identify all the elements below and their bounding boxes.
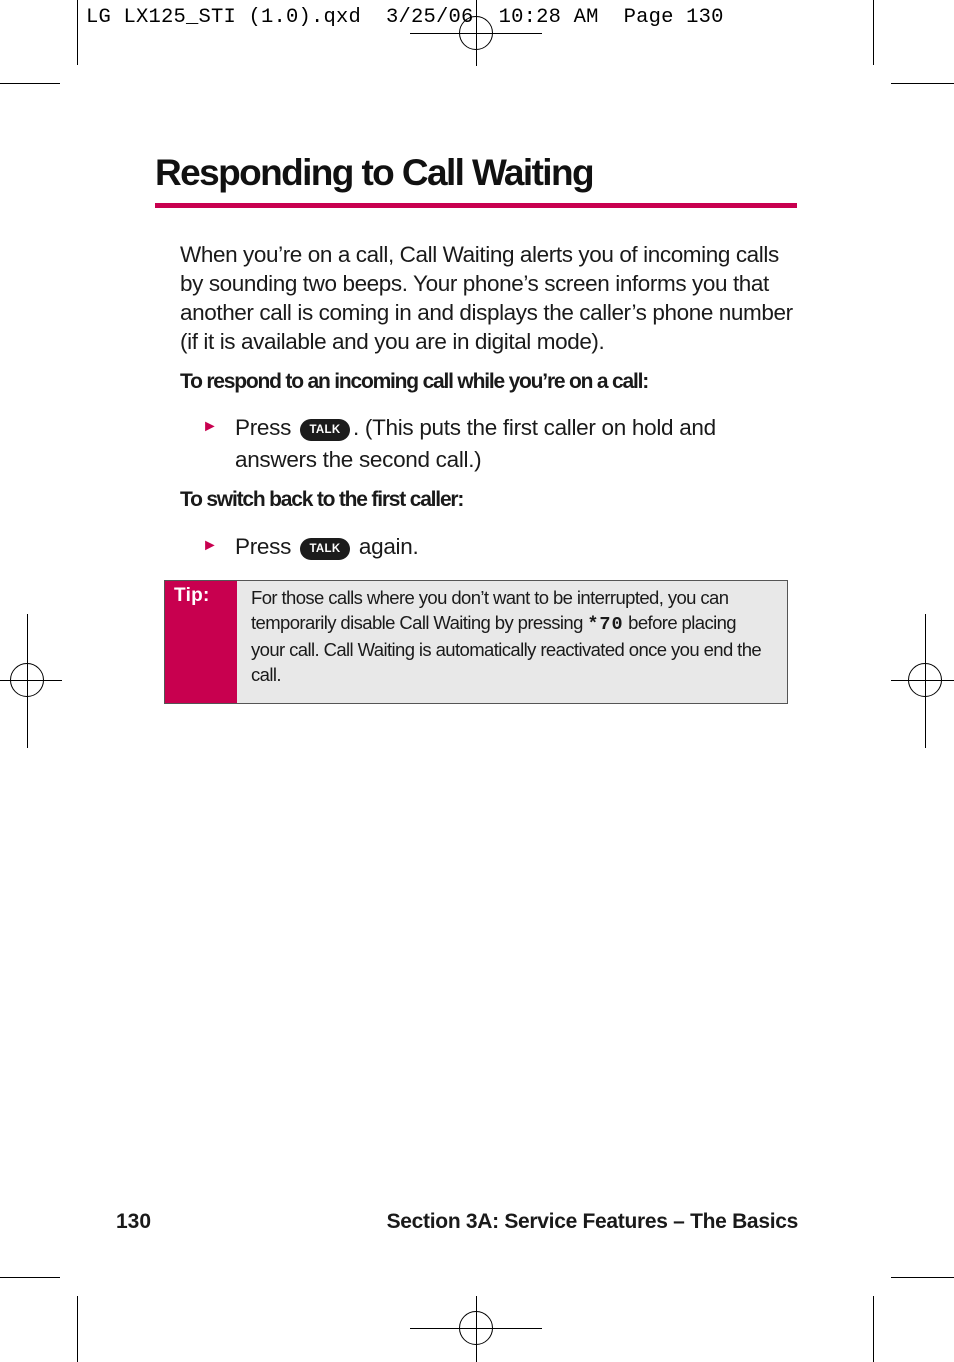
subheading-switch-back: To switch back to the first caller: — [180, 488, 464, 511]
crop-mark — [0, 1277, 60, 1278]
crop-mark — [891, 1277, 954, 1278]
talk-key-icon: TALK — [300, 419, 350, 441]
step-press-label: Press — [235, 415, 292, 440]
subheading-respond: To respond to an incoming call while you’re on a call: — [180, 370, 649, 393]
registration-circle-right — [908, 663, 942, 697]
print-slug: LG LX125_STI (1.0).qxd 3/25/06 10:28 AM Page 130 — [86, 6, 724, 29]
crop-mark — [0, 83, 60, 84]
section-footer: Section 3A: Service Features – The Basics — [386, 1210, 798, 1233]
step-text: . (This puts the first caller on hold and answers the second call.) — [235, 415, 716, 472]
registration-circle-bottom — [459, 1311, 493, 1345]
bullet-arrow-icon: ► — [202, 537, 218, 554]
step-press-label: Press — [235, 534, 292, 559]
title-rule — [155, 203, 797, 208]
step-switch-back — [235, 531, 795, 563]
crop-mark — [77, 1296, 78, 1362]
crop-mark — [873, 0, 874, 65]
tip-text — [251, 585, 771, 687]
tip-label-column — [165, 581, 237, 703]
tip-code: *70 — [587, 614, 624, 635]
tip-text-before: For those calls where you don’t want to be interrupted, you can temporarily disable Call Waiting by pressing — [251, 587, 729, 633]
crop-mark — [891, 83, 954, 84]
tip-text-after: before placing your call. Call Waiting is automatically reactivated once you end the call. — [251, 612, 762, 685]
tip-box — [164, 580, 788, 704]
registration-circle-left — [10, 663, 44, 697]
page-number: 130 — [116, 1210, 152, 1233]
talk-key-icon: TALK — [300, 538, 350, 560]
page-title: Responding to Call Waiting — [155, 152, 593, 193]
tip-label: Tip: — [174, 585, 210, 606]
crop-mark — [77, 0, 78, 65]
step-respond — [235, 412, 795, 476]
intro-paragraph: When you’re on a call, Call Waiting alerts you of incoming calls by sounding two beeps. Your phone’s screen informs you that another call is coming in and displays the caller’s phone number (if it is available and you are in digital mode). — [180, 242, 793, 354]
step-text: again. — [352, 534, 419, 559]
crop-mark — [873, 1296, 874, 1362]
bullet-arrow-icon: ► — [202, 418, 218, 435]
